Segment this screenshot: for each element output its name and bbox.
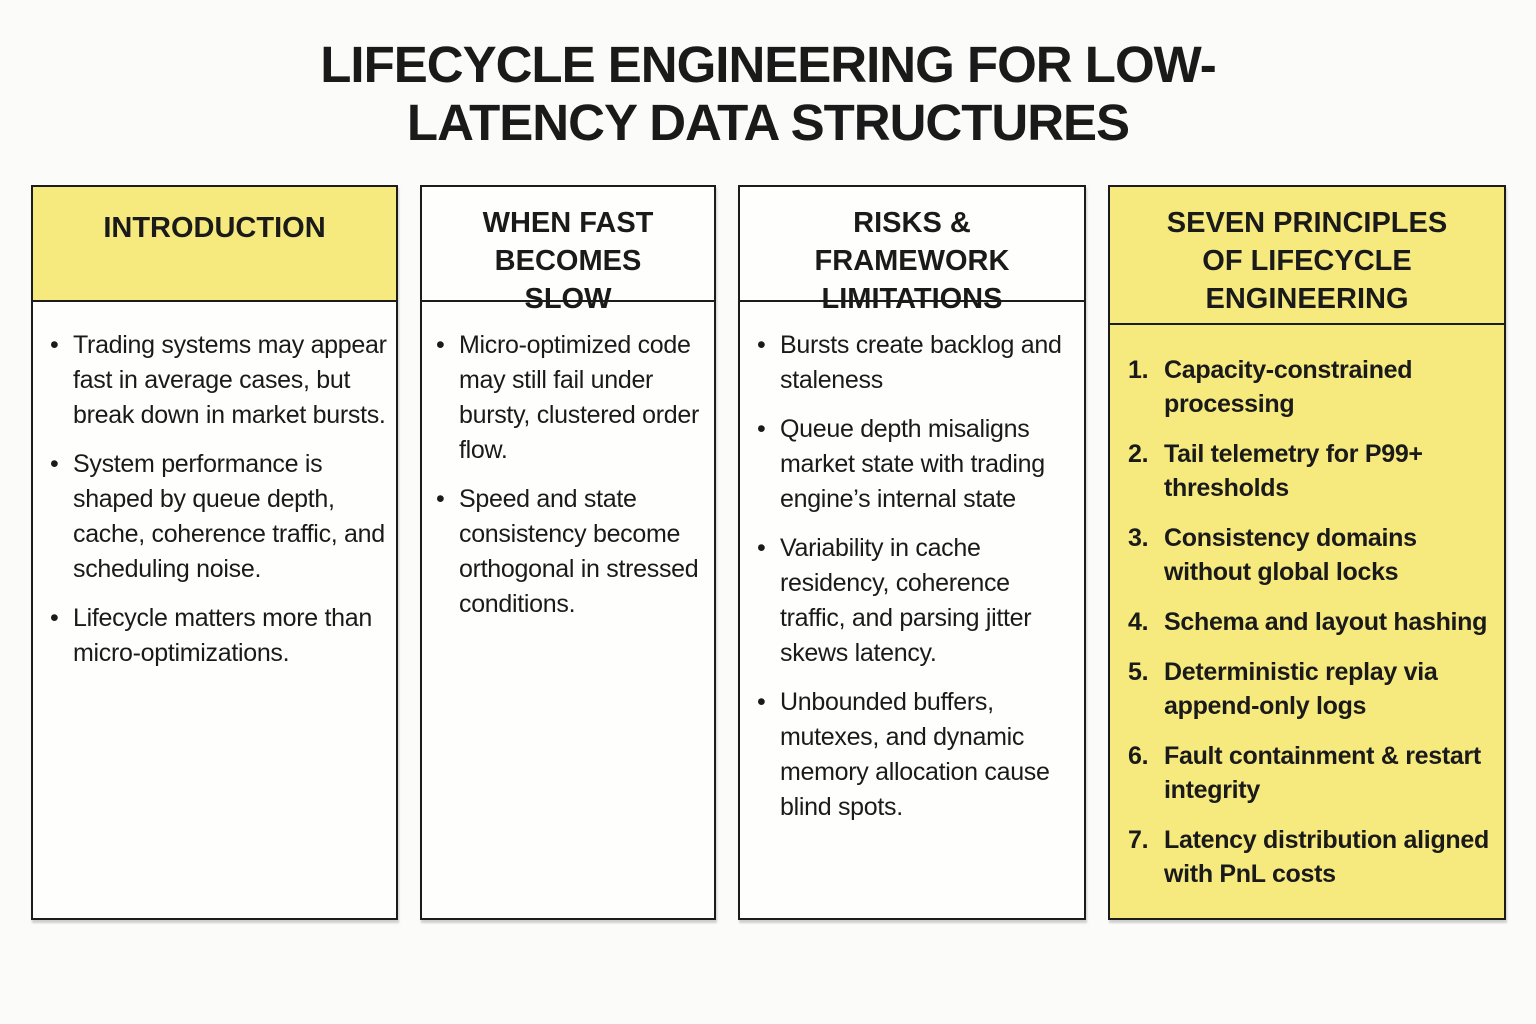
page-title-line-2: LATENCY DATA STRUCTURES <box>406 94 1130 151</box>
panel-seven-principles-header <box>1110 187 1504 325</box>
bullet-item: • Micro-optimized code may still fail under bursty, clustered order flow. <box>435 328 710 468</box>
panel-risks-framework-limitations-header <box>740 187 1084 315</box>
bullet-item: • Speed and state consistency become orthogonal in stressed conditions. <box>435 482 710 622</box>
panel-introduction-header <box>33 187 396 302</box>
bullet-item: • System performance is shaped by queue depth, cache, coherence traffic, and scheduling noise. <box>49 447 388 587</box>
numbered-item: Consistency domains without global locks <box>1164 524 1417 586</box>
numbered-item: Schema and layout hashing <box>1164 608 1488 636</box>
bullet-item: • Trading systems may appear fast in average cases, but break down in market bursts. <box>49 328 388 433</box>
numbered-item: Capacity-constrained processing <box>1164 356 1413 418</box>
numbered-item: Tail telemetry for P99+ thresholds <box>1164 440 1423 502</box>
bullet-item: • Variability in cache residency, coherence traffic, and parsing jitter skews latency. <box>756 531 1076 671</box>
panel-seven-principles-list <box>1110 325 1504 907</box>
panel-when-fast-becomes-slow <box>420 185 716 920</box>
panel-when-fast-becomes-slow-header <box>422 187 714 315</box>
bullet-item: • Unbounded buffers, mutexes, and dynamic memory allocation cause blind spots. <box>756 685 1076 825</box>
panel-risks-framework-limitations-list <box>740 302 1084 839</box>
panel-risks-framework-limitations <box>738 185 1086 920</box>
panel-introduction-title: INTRODUCTION <box>103 212 326 244</box>
panel-seven-principles <box>1108 185 1506 920</box>
bullet-item: • Lifecycle matters more than micro-optimizations. <box>49 601 388 671</box>
page-title <box>0 36 1536 152</box>
numbered-item: Latency distribution aligned with PnL costs <box>1164 826 1489 888</box>
page-title-line-1: LIFECYCLE ENGINEERING FOR LOW- <box>320 36 1216 93</box>
panel-seven-principles-title: SEVEN PRINCIPLES OF LIFECYCLE ENGINEERING <box>1166 207 1448 315</box>
numbered-item: Fault containment & restart integrity <box>1164 742 1481 804</box>
columns-row <box>31 185 1506 920</box>
numbered-item: Deterministic replay via append-only logs <box>1164 658 1438 720</box>
panel-introduction-list <box>33 302 396 685</box>
bullet-item: • Queue depth misaligns market state with trading engine’s internal state <box>756 412 1076 517</box>
panel-risks-framework-limitations-title: RISKS & FRAMEWORK LIMITATIONS <box>814 207 1010 315</box>
panel-when-fast-becomes-slow-list <box>422 302 714 636</box>
panel-when-fast-becomes-slow-title: WHEN FAST BECOMES SLOW <box>482 207 654 315</box>
bullet-item: • Bursts create backlog and staleness <box>756 328 1076 398</box>
panel-introduction <box>31 185 398 920</box>
